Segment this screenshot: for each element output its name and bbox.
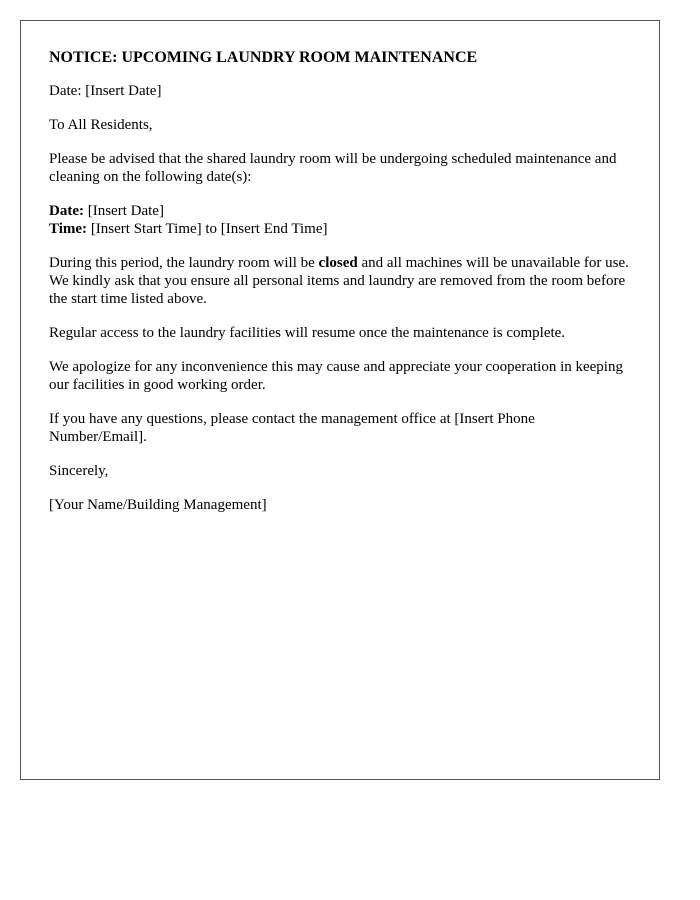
signature-line: [Your Name/Building Management]: [49, 497, 267, 513]
schedule-date-line: [49, 202, 631, 220]
contact-paragraph: If you have any questions, please contact the management office at [Insert Phone Number/Email].: [49, 411, 535, 445]
closure-paragraph: [49, 254, 631, 308]
closure-text-after: and all machines will be unavailable for use. We kindly ask that you ensure all personal items and laundry are removed from the room before the start time listed above.: [49, 255, 629, 307]
closing-line: Sincerely,: [49, 463, 109, 479]
schedule-time-label: Time:: [49, 221, 88, 237]
salutation: To All Residents,: [49, 117, 153, 133]
closure-text-before: During this period, the laundry room will be: [49, 255, 319, 271]
closure-emphasis: closed: [318, 255, 358, 271]
intro-paragraph: Please be advised that the shared laundry room will be undergoing scheduled maintenance and cleaning on the following date(s):: [49, 151, 617, 185]
notice-document: [20, 20, 660, 780]
schedule-time-line: [49, 220, 631, 238]
schedule-date-value: [Insert Date]: [83, 203, 164, 219]
resume-paragraph: Regular access to the laundry facilities will resume once the maintenance is complete.: [49, 325, 566, 341]
schedule-time-value: [Insert Start Time] to [Insert End Time]: [87, 221, 328, 237]
notice-title: NOTICE: UPCOMING LAUNDRY ROOM MAINTENANCE: [49, 49, 478, 66]
apology-paragraph: We apologize for any inconvenience this may cause and appreciate your cooperation in keeping our facilities in good working order.: [49, 359, 623, 393]
schedule-details: [49, 202, 631, 238]
notice-date-line: Date: [Insert Date]: [49, 83, 162, 99]
schedule-date-label: Date:: [49, 203, 84, 219]
